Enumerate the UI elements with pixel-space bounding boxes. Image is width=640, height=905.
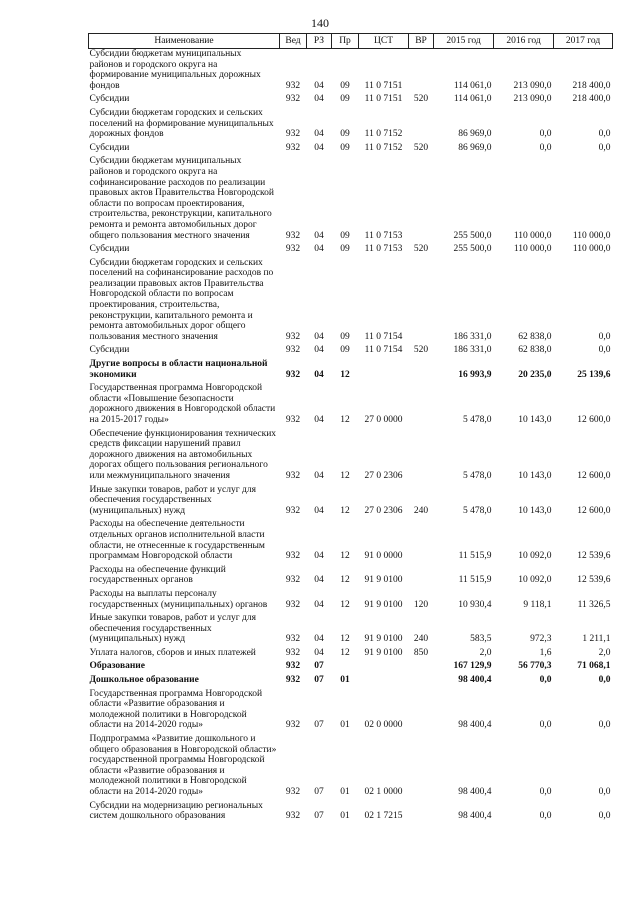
- cell-ved: 932: [285, 345, 301, 356]
- cell-rz: 04: [314, 369, 324, 380]
- cell-name: Субсидии бюджетам городских и сельских поселений на софинансирование расходов по реализации правовых актов Правительства Новгородской области по вопросам проектирования, строительства, реконструкции, капитального ремонта и ремонта автомобильных дорог общего пользования местного значения: [89, 257, 274, 342]
- cell-name: Уплата налогов, сборов и иных платежей: [89, 647, 256, 658]
- cell-vr: 120: [413, 599, 429, 610]
- cell-y2017: 2,0: [598, 647, 611, 658]
- cell-y2015: 86 969,0: [458, 129, 492, 140]
- cell-name: Субсидии бюджетам муниципальных районов и городского округа на формирование муниципальных дорожных фондов: [89, 49, 261, 91]
- cell-rz: 07: [314, 811, 324, 822]
- cell-name: Субсидии: [89, 94, 130, 105]
- cell-y2015: 255 500,0: [453, 230, 492, 241]
- cell-y2016: 10 143,0: [518, 470, 552, 481]
- cell-vr: [409, 429, 434, 485]
- cell-cst: 11 0 7154: [364, 345, 403, 356]
- cell-ved: 932: [285, 142, 301, 153]
- cell-pr: 12: [340, 415, 350, 425]
- table-row: [89, 648, 613, 662]
- cell-vr: [409, 383, 434, 428]
- cell-ved: 932: [285, 80, 301, 91]
- cell-cst: 27 0 2306: [364, 470, 403, 481]
- cell-y2016: 0,0: [539, 675, 552, 686]
- cell-ved: 932: [285, 244, 301, 255]
- cell-y2017: 12 539,6: [577, 551, 611, 562]
- cell-pr: 12: [340, 505, 350, 516]
- cell-y2015: 5 478,0: [463, 415, 492, 425]
- cell-rz: 04: [314, 415, 324, 425]
- cell-pr: 12: [340, 634, 350, 645]
- table-row: [89, 734, 613, 801]
- cell-vr: [409, 565, 434, 589]
- cell-y2017: 0,0: [598, 787, 611, 797]
- cell-pr: 12: [340, 647, 350, 658]
- cell-name: Образование: [89, 661, 145, 672]
- cell-rz: 04: [314, 345, 324, 356]
- cell-rz: 07: [314, 787, 324, 797]
- table-row: [89, 675, 613, 689]
- cell-y2017: 218 400,0: [572, 94, 611, 105]
- cell-pr: 12: [340, 551, 350, 562]
- cell-rz: 07: [314, 675, 324, 686]
- table-header: [89, 34, 613, 49]
- cell-pr: 12: [340, 470, 350, 481]
- cell-y2017: 110 000,0: [572, 230, 611, 241]
- cell-pr: 12: [340, 369, 350, 380]
- cell-pr: 01: [340, 811, 350, 822]
- cell-name: Государственная программа Новгородской области «Развитие образования и молодежной политики в Новгородской области на 2014-2020 годы»: [89, 688, 263, 731]
- cell-y2016: 213 090,0: [513, 94, 552, 105]
- header-name: Наименование: [89, 34, 280, 49]
- budget-table: [88, 33, 613, 825]
- table-row: [89, 485, 613, 520]
- cell-y2016: 0,0: [539, 787, 552, 797]
- cell-name: Субсидии: [89, 244, 130, 255]
- cell-y2017: 0,0: [598, 675, 611, 686]
- cell-pr: 09: [340, 345, 350, 356]
- cell-y2016: 0,0: [539, 142, 552, 153]
- cell-cst: 91 9 0100: [364, 575, 403, 586]
- cell-cst: 11 0 7152: [364, 142, 403, 153]
- cell-cst: 27 0 2306: [364, 505, 403, 516]
- cell-name: Расходы на выплаты персоналу государственных (муниципальных) органов: [89, 588, 268, 610]
- cell-rz: 04: [314, 599, 324, 610]
- page-number: 140: [311, 16, 329, 30]
- cell-rz: 04: [314, 647, 324, 658]
- cell-y2015: 10 930,4: [458, 599, 492, 610]
- cell-pr: 12: [340, 599, 350, 610]
- cell-name: Субсидии: [89, 345, 130, 356]
- cell-cst: 02 1 7215: [364, 811, 403, 822]
- cell-y2015: 98 400,4: [458, 720, 492, 731]
- cell-vr: 520: [413, 94, 429, 105]
- cell-ved: 932: [285, 675, 301, 686]
- table-body: [89, 49, 613, 825]
- cell-vr: [409, 359, 434, 383]
- table-row: [89, 383, 613, 428]
- cell-rz: 04: [314, 551, 324, 562]
- table-row: [89, 49, 613, 95]
- cell-pr: 01: [340, 675, 350, 686]
- table-row: [89, 689, 613, 734]
- cell-cst: 11 0 7151: [364, 80, 403, 91]
- table-row: [89, 661, 613, 675]
- cell-ved: 932: [285, 811, 301, 822]
- cell-vr: 520: [413, 244, 429, 255]
- cell-ved: 932: [285, 661, 301, 672]
- cell-y2016: 10 092,0: [518, 551, 552, 562]
- cell-pr: 12: [340, 575, 350, 586]
- cell-cst: [359, 675, 409, 689]
- cell-name: Иные закупки товаров, работ и услуг для обеспечения государственных (муниципальных) нужд: [89, 484, 256, 516]
- cell-y2015: 86 969,0: [458, 142, 492, 153]
- cell-vr: 240: [413, 505, 429, 516]
- table-row: [89, 589, 613, 613]
- table-row: [89, 519, 613, 564]
- cell-name: Расходы на обеспечение функций государственных органов: [89, 564, 226, 586]
- cell-cst: 11 0 7151: [364, 94, 403, 105]
- header-cst: ЦСТ: [359, 34, 409, 49]
- cell-y2015: 16 993,9: [458, 369, 492, 380]
- cell-ved: 932: [285, 647, 301, 658]
- cell-vr: [409, 258, 434, 346]
- cell-y2015: 114 061,0: [453, 80, 492, 91]
- cell-cst: 11 0 7154: [364, 331, 403, 342]
- table-row: [89, 565, 613, 589]
- cell-y2015: 255 500,0: [453, 244, 492, 255]
- cell-cst: 02 0 0000: [364, 720, 403, 731]
- cell-y2016: 62 838,0: [518, 345, 552, 356]
- cell-name: Субсидии бюджетам городских и сельских поселений на формирование муниципальных дорожных фондов: [89, 107, 274, 140]
- cell-y2017: 1 211,1: [582, 634, 611, 645]
- cell-cst: [359, 661, 409, 675]
- table-row: [89, 801, 613, 825]
- cell-name: Расходы на обеспечение деятельности отдельных органов исполнительной власти области, не отнесенные к государственным программам Новгородской области: [89, 519, 265, 562]
- table-row: [89, 244, 613, 258]
- cell-y2015: 98 400,4: [458, 787, 492, 797]
- cell-y2015: 167 129,9: [453, 661, 492, 672]
- cell-name: Субсидии на модернизацию региональных систем дошкольного образования: [89, 800, 263, 822]
- cell-y2016: 56 770,3: [518, 661, 552, 672]
- cell-y2015: 11 515,9: [458, 551, 492, 562]
- cell-name: Подпрограмма «Развитие дошкольного и общего образования в Новгородской области» государственной программы Новгородской области «Развитие образования и молодежной политики в Новгородской области на 2014-2020 годы»: [89, 734, 277, 797]
- cell-y2016: 110 000,0: [513, 244, 552, 255]
- cell-cst: 91 0 0000: [364, 551, 403, 562]
- cell-y2017: 12 600,0: [577, 415, 611, 425]
- table-row: [89, 258, 613, 346]
- cell-pr: 09: [340, 80, 350, 91]
- cell-y2017: 110 000,0: [572, 244, 611, 255]
- header-2016: 2016 год: [494, 34, 554, 49]
- cell-vr: [409, 801, 434, 825]
- header-2017: 2017 год: [554, 34, 613, 49]
- cell-rz: 04: [314, 470, 324, 481]
- cell-y2017: 12 600,0: [577, 470, 611, 481]
- cell-y2015: 186 331,0: [453, 345, 492, 356]
- cell-y2016: 213 090,0: [513, 80, 552, 91]
- cell-ved: 932: [285, 599, 301, 610]
- cell-y2016: 20 235,0: [518, 369, 552, 380]
- cell-name: Другие вопросы в области национальной экономики: [89, 359, 268, 380]
- cell-ved: 932: [285, 369, 301, 380]
- cell-cst: 11 0 7153: [364, 230, 403, 241]
- table-row: [89, 143, 613, 157]
- cell-y2015: 583,5: [470, 634, 492, 645]
- cell-vr: 850: [413, 647, 429, 658]
- cell-y2016: 62 838,0: [518, 331, 552, 342]
- cell-y2017: 71 068,1: [577, 661, 611, 672]
- cell-y2015: 186 331,0: [453, 331, 492, 342]
- cell-pr: 09: [340, 331, 350, 342]
- cell-y2015: 11 515,9: [458, 575, 492, 586]
- cell-rz: 07: [314, 720, 324, 731]
- cell-y2017: 0,0: [598, 720, 611, 731]
- table-row: [89, 359, 613, 383]
- cell-vr: [409, 689, 434, 734]
- cell-rz: 04: [314, 331, 324, 342]
- cell-y2016: 110 000,0: [513, 230, 552, 241]
- cell-vr: [409, 661, 434, 675]
- cell-y2017: 218 400,0: [572, 80, 611, 91]
- cell-y2015: 5 478,0: [463, 470, 492, 481]
- cell-y2015: 98 400,4: [458, 811, 492, 822]
- table-row: [89, 345, 613, 359]
- cell-y2015: 2,0: [479, 647, 492, 658]
- cell-rz: 04: [314, 142, 324, 153]
- cell-ved: 932: [285, 720, 301, 731]
- cell-y2017: 0,0: [598, 811, 611, 822]
- cell-vr: [409, 734, 434, 801]
- cell-cst: [359, 359, 409, 383]
- cell-cst: 91 9 0100: [364, 599, 403, 610]
- cell-vr: 240: [413, 634, 429, 645]
- cell-y2016: 0,0: [539, 129, 552, 140]
- table-row: [89, 429, 613, 485]
- cell-y2017: 12 600,0: [577, 505, 611, 516]
- cell-ved: 932: [285, 415, 301, 425]
- cell-ved: 932: [285, 230, 301, 241]
- cell-pr: 01: [340, 787, 350, 797]
- cell-y2017: 0,0: [598, 331, 611, 342]
- cell-cst: 11 0 7153: [364, 244, 403, 255]
- cell-name: Обеспечение функционирования технических средств фиксации нарушений правил дорожного движения на автомобильных дорогах общего пользования регионального или межмуниципального значения: [89, 428, 277, 481]
- cell-pr: 09: [340, 142, 350, 153]
- cell-rz: 04: [314, 244, 324, 255]
- cell-rz: 07: [314, 661, 324, 672]
- header-rz: РЗ: [307, 34, 332, 49]
- cell-pr: 09: [340, 230, 350, 241]
- cell-name: Дошкольное образование: [89, 675, 199, 686]
- cell-pr: 01: [340, 720, 350, 731]
- cell-cst: 11 0 7152: [364, 129, 403, 140]
- cell-pr: 09: [340, 129, 350, 140]
- cell-y2015: 114 061,0: [453, 94, 492, 105]
- cell-rz: 04: [314, 80, 324, 91]
- cell-vr: [409, 519, 434, 564]
- cell-ved: 932: [285, 331, 301, 342]
- cell-y2017: 11 326,5: [577, 599, 611, 610]
- cell-y2016: 972,3: [530, 634, 552, 645]
- cell-ved: 932: [285, 129, 301, 140]
- cell-ved: 932: [285, 634, 301, 645]
- cell-rz: 04: [314, 505, 324, 516]
- cell-cst: 91 9 0100: [364, 634, 403, 645]
- cell-vr: [409, 49, 434, 95]
- cell-vr: 520: [413, 142, 429, 153]
- cell-y2016: 9 118,1: [523, 599, 552, 610]
- cell-pr: 09: [340, 94, 350, 105]
- cell-vr: 520: [413, 345, 429, 356]
- cell-rz: 04: [314, 575, 324, 586]
- cell-rz: 04: [314, 129, 324, 140]
- header-ved: Вед: [280, 34, 307, 49]
- cell-y2016: 0,0: [539, 720, 552, 731]
- header-2015: 2015 год: [434, 34, 494, 49]
- cell-pr: [332, 661, 359, 675]
- cell-rz: 04: [314, 634, 324, 645]
- cell-y2016: 10 092,0: [518, 575, 552, 586]
- cell-rz: 04: [314, 230, 324, 241]
- cell-y2015: 5 478,0: [463, 505, 492, 516]
- table-row: [89, 94, 613, 108]
- cell-y2015: 98 400,4: [458, 675, 492, 686]
- cell-vr: [409, 156, 434, 244]
- cell-cst: 27 0 0000: [364, 415, 403, 425]
- cell-vr: [409, 675, 434, 689]
- cell-name: Государственная программа Новгородской области «Повышение безопасности дорожного движения в Новгородской области на 2015-2017 годы»: [89, 383, 276, 425]
- cell-cst: 91 9 0100: [364, 647, 403, 658]
- cell-vr: [409, 108, 434, 143]
- cell-y2017: 25 139,6: [577, 369, 611, 380]
- header-pr: Пр: [332, 34, 359, 49]
- cell-rz: 04: [314, 94, 324, 105]
- cell-name: Иные закупки товаров, работ и услуг для обеспечения государственных (муниципальных) нужд: [89, 613, 256, 645]
- cell-y2016: 0,0: [539, 811, 552, 822]
- cell-ved: 932: [285, 575, 301, 586]
- cell-y2017: 0,0: [598, 142, 611, 153]
- cell-name: Субсидии бюджетам муниципальных районов и городского округа на софинансирование расходов по реализации правовых актов Правительства Новгородской области по вопросам проектирования, строительства, реконструкции, капитального ремонта и ремонта автомобильных дорог общего пользования местного значения: [89, 156, 274, 241]
- cell-pr: 09: [340, 244, 350, 255]
- cell-ved: 932: [285, 94, 301, 105]
- cell-ved: 932: [285, 470, 301, 481]
- cell-cst: 02 1 0000: [364, 787, 403, 797]
- cell-y2016: 10 143,0: [518, 415, 552, 425]
- table-row: [89, 156, 613, 244]
- table-row: [89, 108, 613, 143]
- cell-ved: 932: [285, 551, 301, 562]
- cell-y2016: 1,6: [539, 647, 552, 658]
- cell-ved: 932: [285, 787, 301, 797]
- cell-name: Субсидии: [89, 142, 130, 153]
- header-vr: ВР: [409, 34, 434, 49]
- cell-ved: 932: [285, 505, 301, 516]
- cell-y2017: 0,0: [598, 129, 611, 140]
- cell-y2017: 12 539,6: [577, 575, 611, 586]
- cell-y2016: 10 143,0: [518, 505, 552, 516]
- cell-y2017: 0,0: [598, 345, 611, 356]
- table-row: [89, 613, 613, 648]
